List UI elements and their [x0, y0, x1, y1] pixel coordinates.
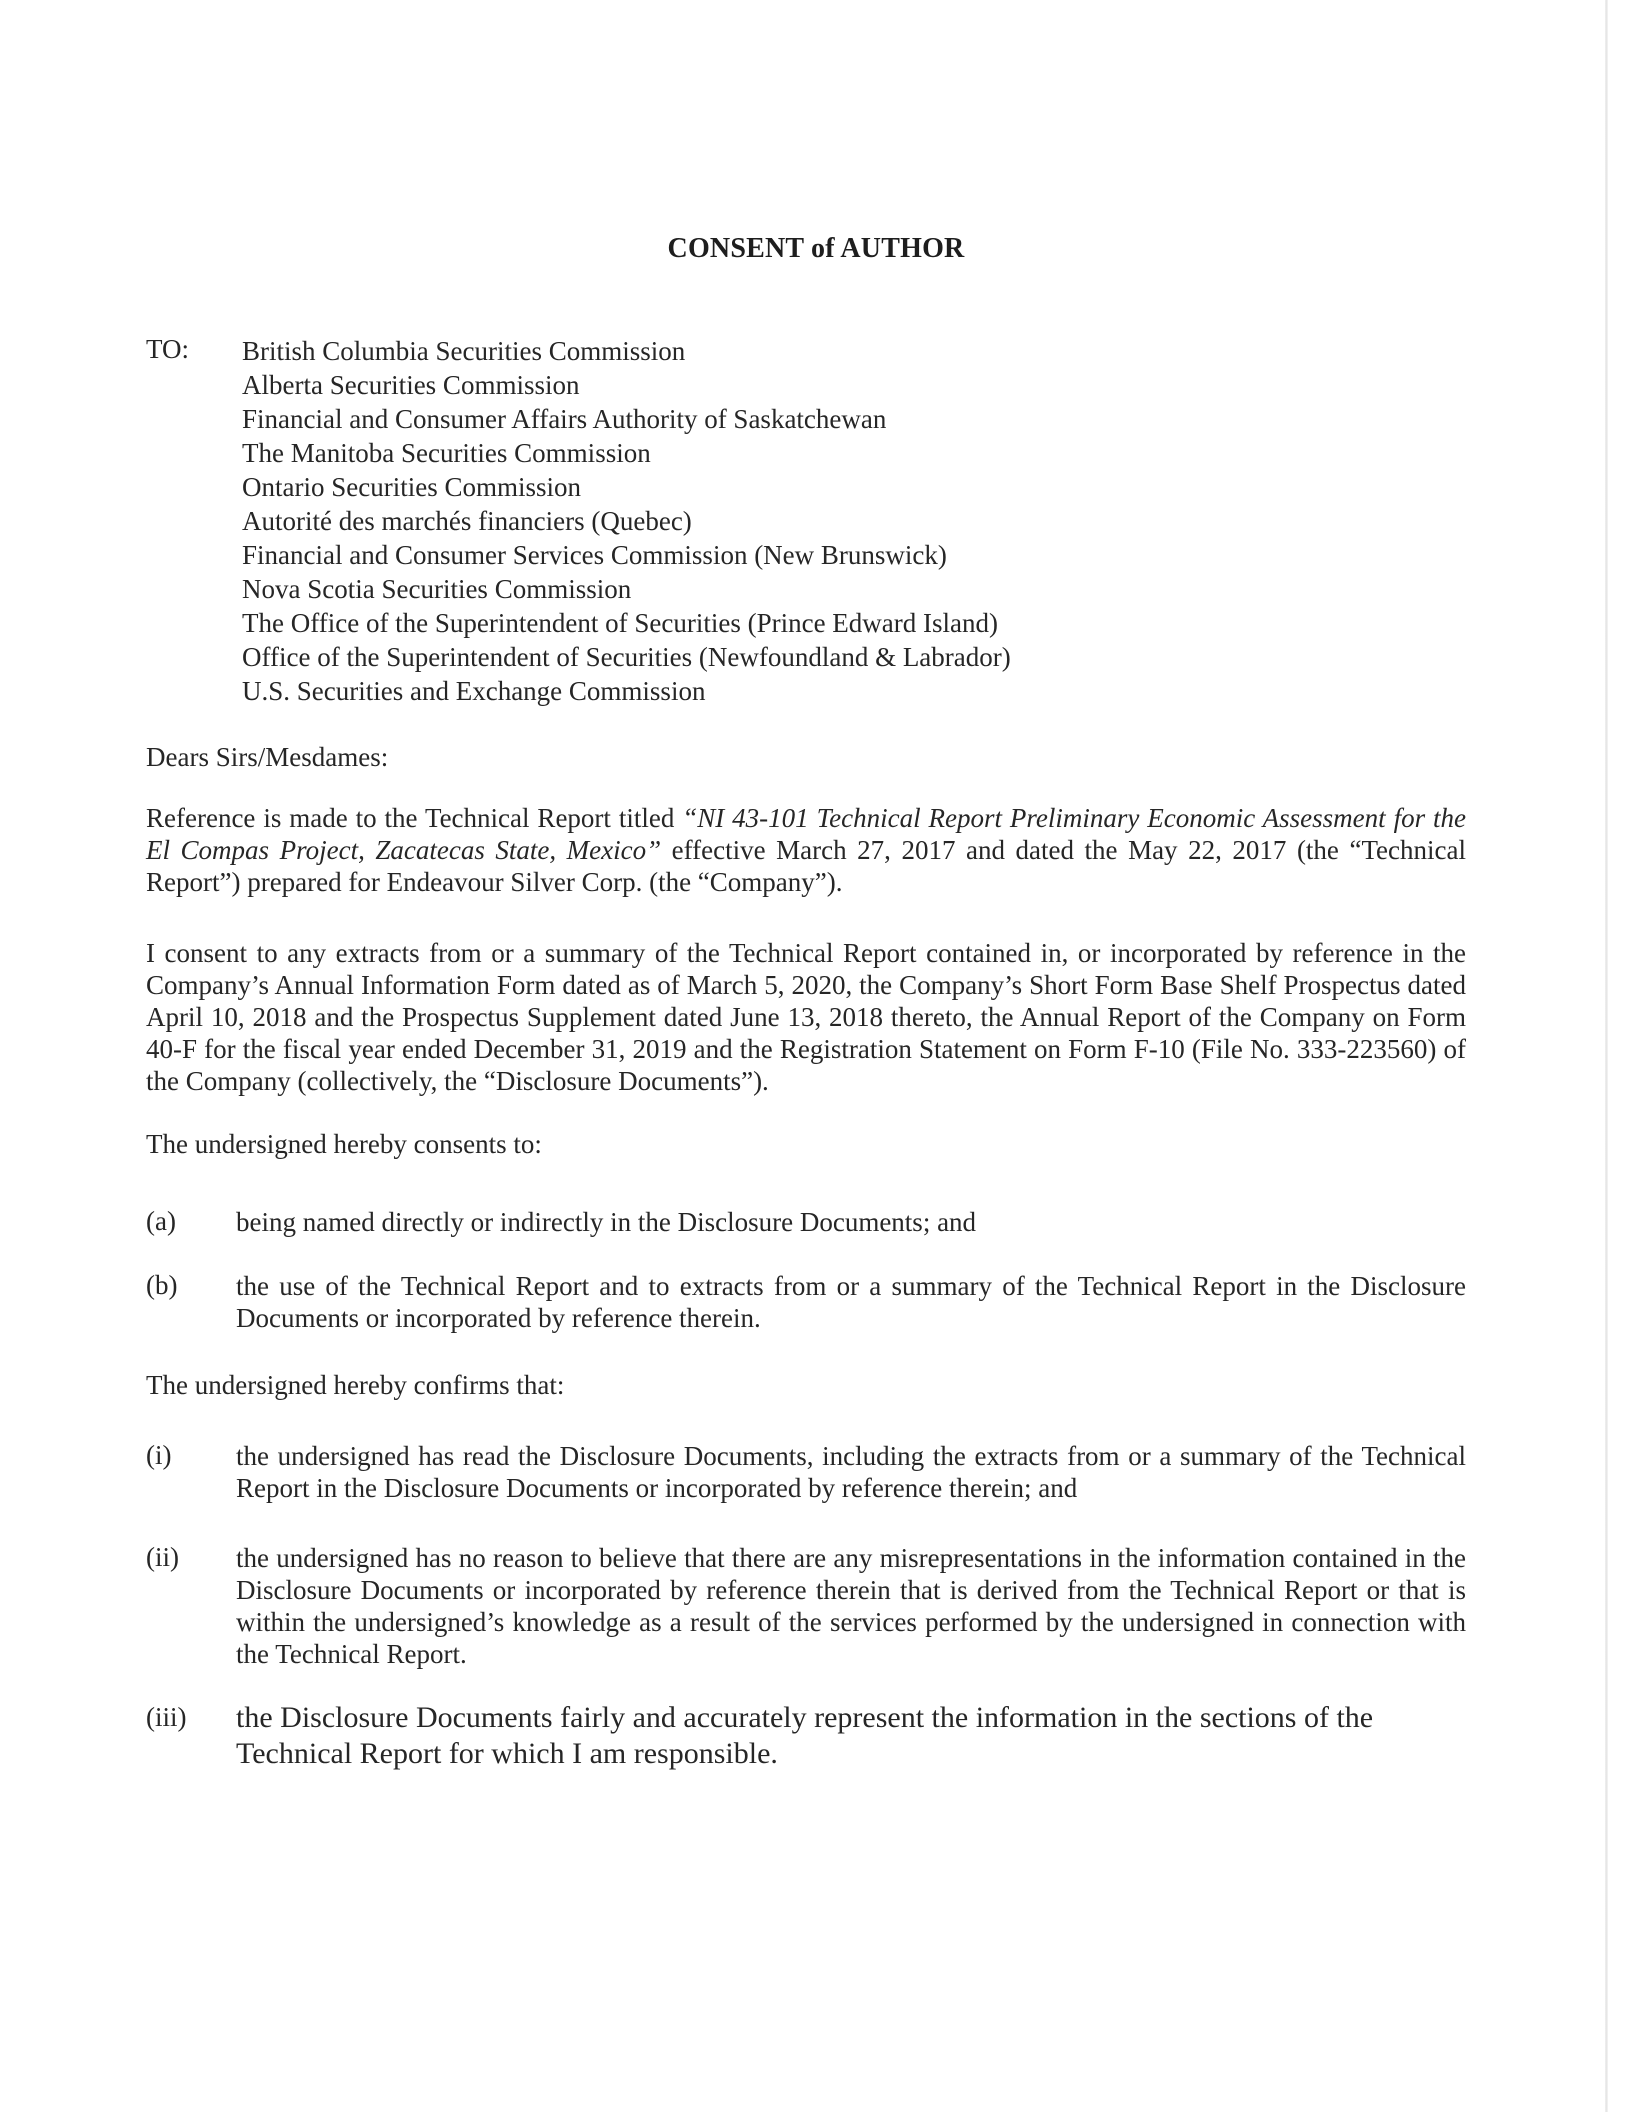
recipient-item: Financial and Consumer Affairs Authority of Saskatchewan — [242, 404, 887, 434]
recipient-item: British Columbia Securities Commission — [242, 336, 686, 366]
confirms-intro: The undersigned hereby confirms that: — [146, 1370, 565, 1400]
consents-intro: The undersigned hereby consents to: — [146, 1129, 542, 1159]
consent-marker-a: (a) — [146, 1206, 176, 1236]
scan-edge-shadow — [1605, 0, 1608, 2112]
recipient-item: Financial and Consumer Services Commission (New Brunswick) — [242, 540, 947, 570]
report-title: “NI 43-101 Technical Report Preliminary Economic Assessment for the El Compas Project, Zacatecas State, Mexico” — [146, 803, 1466, 865]
consent-item-b: the use of the Technical Report and to extracts from or a summary of the Technical Report in the Disclosure Documents or incorporated by reference therein. — [236, 1271, 1466, 1333]
recipient-item: Autorité des marchés financiers (Quebec) — [242, 506, 692, 536]
salutation: Dears Sirs/Mesdames: — [146, 742, 389, 772]
recipient-item: The Manitoba Securities Commission — [242, 438, 651, 468]
recipient-item: Office of the Superintendent of Securities (Newfoundland & Labrador) — [242, 642, 1011, 672]
to-label: TO: — [146, 334, 190, 364]
document-title: CONSENT of AUTHOR — [667, 233, 965, 264]
confirm-marker-ii: (ii) — [146, 1542, 179, 1572]
reference-paragraph — [146, 802, 1466, 898]
recipient-item: Ontario Securities Commission — [242, 472, 581, 502]
confirm-marker-i: (i) — [146, 1440, 172, 1470]
reference-text-lead: Reference is made to the Technical Report titled — [146, 803, 683, 833]
confirm-item-ii: the undersigned has no reason to believe that there are any misrepresentations in the information contained in the Disclosure Documents or incorporated by reference therein that is derived from the Technical Report or that is within the undersigned’s knowledge as a result of the services performed by the undersigned in connection with the Technical Report. — [236, 1543, 1466, 1669]
confirm-item-iii: the Disclosure Documents fairly and accurately represent the information in the sections of the Technical Report for which I am responsible. — [236, 1701, 1374, 1770]
recipient-item: Alberta Securities Commission — [242, 370, 580, 400]
confirm-item-i: the undersigned has read the Disclosure Documents, including the extracts from or a summary of the Technical Report in the Disclosure Documents or incorporated by reference therein; and — [236, 1441, 1466, 1503]
reference-text-tail: effective March 27, 2017 and dated the May 22, 2017 (the “Technical Report”) prepared for Endeavour Silver Corp. (the “Company”). — [146, 835, 1466, 897]
confirm-marker-iii: (iii) — [146, 1702, 187, 1732]
consent-item-a: being named directly or indirectly in the Disclosure Documents; and — [236, 1207, 977, 1237]
consent-marker-b: (b) — [146, 1270, 178, 1300]
consent-paragraph: I consent to any extracts from or a summary of the Technical Report contained in, or incorporated by reference in the Company’s Annual Information Form dated as of March 5, 2020, the Company’s Short Form Base Shelf Prospectus dated April 10, 2018 and the Prospectus Supplement dated June 13, 2018 thereto, the Annual Report of the Company on Form 40-F for the fiscal year ended December 31, 2019 and the Registration Statement on Form F-10 (File No. 333-223560) of the Company (collectively, the “Disclosure Documents”). — [146, 938, 1466, 1096]
recipient-item: The Office of the Superintendent of Securities (Prince Edward Island) — [242, 608, 998, 638]
recipient-item: U.S. Securities and Exchange Commission — [242, 676, 706, 706]
recipient-item: Nova Scotia Securities Commission — [242, 574, 632, 604]
recipient-list — [242, 334, 1011, 708]
